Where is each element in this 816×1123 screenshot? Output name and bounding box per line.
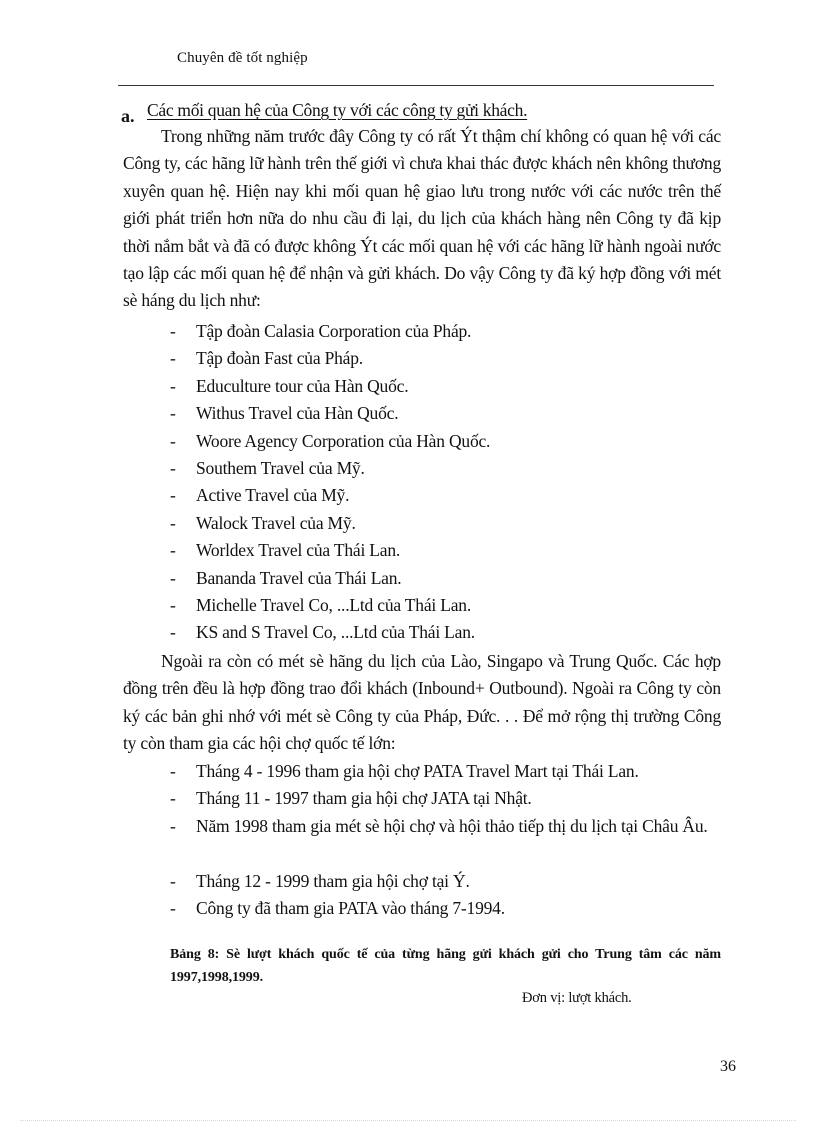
list-item bbox=[0, 400, 816, 427]
bullet-dash: - bbox=[170, 870, 176, 891]
list-item bbox=[0, 373, 816, 400]
list-item bbox=[0, 785, 816, 812]
bullet-dash: - bbox=[170, 594, 176, 615]
partner-name: Educulture tour của Hàn Quốc. bbox=[196, 375, 409, 396]
list-item bbox=[0, 565, 816, 592]
partner-name: Walock Travel của Mỹ. bbox=[196, 512, 356, 533]
partner-name: Worldex Travel của Thái Lan. bbox=[196, 540, 401, 561]
bullet-dash: - bbox=[170, 815, 176, 836]
table-caption: Bảng 8: Sè lượt khách quốc tế của từng hãng gửi khách gửi cho Trung tâm các năm 1997,1998,1999. bbox=[170, 947, 721, 985]
unit-note: Đơn vị: lượt khách. bbox=[522, 990, 632, 1006]
partner-name: Southem Travel của Mỹ. bbox=[196, 457, 365, 478]
event-text: Tháng 12 - 1999 tham gia hội chợ tại Ý. bbox=[196, 870, 470, 891]
list-item bbox=[0, 428, 816, 455]
partner-name: Woore Agency Corporation của Hàn Quốc. bbox=[196, 430, 491, 451]
list-item bbox=[0, 895, 816, 922]
list-item bbox=[0, 592, 816, 619]
running-header: Chuyên đề tốt nghiệp bbox=[177, 50, 308, 66]
partner-name: KS and S Travel Co, ...Ltd của Thái Lan. bbox=[196, 622, 475, 643]
list-item bbox=[0, 868, 816, 895]
partner-name: Tập đoàn Calasia Corporation của Pháp. bbox=[196, 321, 472, 341]
header-divider bbox=[118, 85, 714, 86]
partner-name: Tập đoàn Fast của Pháp. bbox=[196, 348, 363, 369]
bullet-dash: - bbox=[170, 788, 176, 809]
section-marker: a. bbox=[121, 106, 135, 126]
page-bottom-divider bbox=[20, 1120, 796, 1121]
partner-name: Bananda Travel của Thái Lan. bbox=[196, 567, 402, 588]
page-number: 36 bbox=[720, 1058, 736, 1075]
trade-fair-paragraph-block bbox=[123, 648, 721, 758]
event-list bbox=[0, 758, 816, 922]
event-text: Công ty đã tham gia PATA vào tháng 7-1994. bbox=[196, 897, 505, 918]
trade-fair-paragraph: Ngoài ra còn có mét sè hãng du lịch của Lào, Singapo và Trung Quốc. Các hợp đồng trên đều là hợp đồng trao đổi khách (Inbound+ Outbound). Ngoài ra Công ty còn ký các bản ghi nhớ với mét sè Công ty của Pháp, Đức. . . Để mở rộng thị trường Công ty còn tham gia các hội chợ quốc tế lớn: bbox=[123, 651, 721, 754]
intro-paragraph-block bbox=[123, 123, 721, 315]
list-item bbox=[0, 537, 816, 564]
section-heading: Các mối quan hệ của Công ty với các công ty gửi khách. bbox=[147, 100, 528, 120]
bullet-dash: - bbox=[170, 567, 176, 588]
list-item bbox=[0, 345, 816, 372]
partner-name: Michelle Travel Co, ...Ltd của Thái Lan. bbox=[196, 594, 472, 615]
list-item bbox=[0, 482, 816, 509]
partner-name: Withus Travel của Hàn Quốc. bbox=[196, 403, 399, 424]
list-item bbox=[0, 619, 816, 646]
bullet-dash: - bbox=[170, 622, 176, 643]
list-item bbox=[0, 318, 816, 345]
partner-list bbox=[0, 318, 816, 647]
list-item bbox=[0, 510, 816, 537]
bullet-dash: - bbox=[170, 403, 176, 424]
bullet-dash: - bbox=[170, 761, 176, 781]
bullet-dash: - bbox=[170, 321, 176, 341]
bullet-dash: - bbox=[170, 512, 176, 533]
bullet-dash: - bbox=[170, 540, 176, 561]
bullet-dash: - bbox=[170, 457, 176, 478]
event-text: Tháng 11 - 1997 tham gia hội chợ JATA tại Nhật. bbox=[196, 788, 532, 809]
bullet-dash: - bbox=[170, 348, 176, 369]
bullet-dash: - bbox=[170, 897, 176, 918]
list-item bbox=[0, 758, 816, 785]
intro-paragraph: Trong những năm trước đây Công ty có rất Ýt thậm chí không có quan hệ với các Công ty, các hãng lữ hành trên thế giới vì chưa khai thác được khách nên không thương xuyên quan hệ. Hiện nay khi mối quan hệ giao lưu trong nước với các nước trên thế giới phát triển hơn nữa do nhu cầu đi lại, du lịch của khách hàng nên Công ty đã kịp thời nắm bắt và đã có được không Ýt các mối quan hệ với các hãng lữ hành ngoài nước tạo lập các mối quan hệ để nhận và gửi khách. Do vậy Công ty đã ký hợp đồng với mét sè háng du lịch như: bbox=[123, 126, 721, 311]
partner-name: Active Travel của Mỹ. bbox=[196, 485, 350, 506]
bullet-dash: - bbox=[170, 430, 176, 451]
event-text: Năm 1998 tham gia mét sè hội chợ và hội thảo tiếp thị du lịch tại Châu Âu. bbox=[196, 815, 708, 836]
list-item bbox=[0, 813, 816, 868]
bullet-dash: - bbox=[170, 485, 176, 506]
bullet-dash: - bbox=[170, 375, 176, 396]
event-text: Tháng 4 - 1996 tham gia hội chợ PATA Travel Mart tại Thái Lan. bbox=[196, 761, 639, 781]
list-item bbox=[0, 455, 816, 482]
